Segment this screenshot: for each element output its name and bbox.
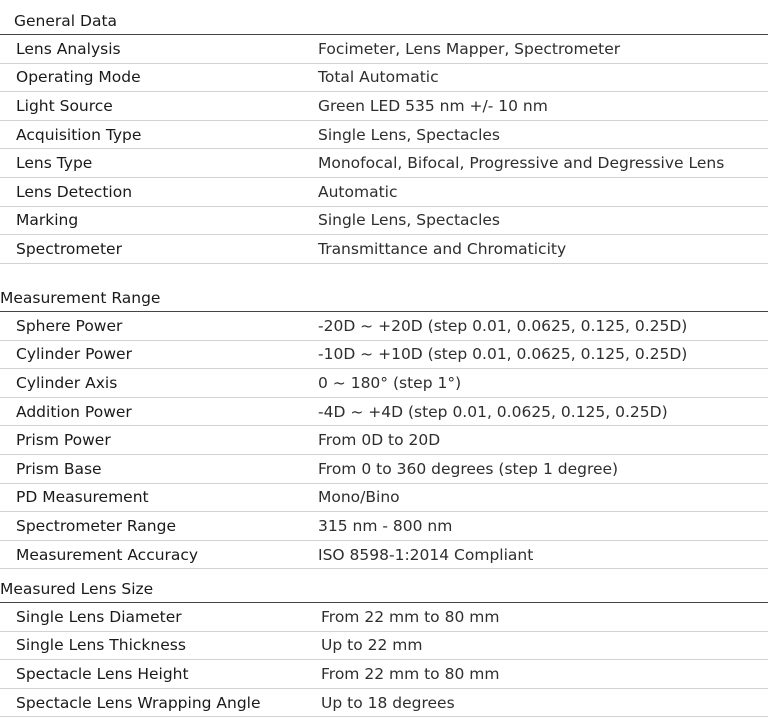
row-label: Prism Power: [16, 431, 111, 450]
row-value: Single Lens, Spectacles: [318, 125, 500, 144]
table-row: [0, 178, 768, 207]
row-label: Cylinder Power: [16, 345, 132, 364]
row-value: Up to 22 mm: [321, 636, 423, 655]
section-title: General Data: [0, 7, 768, 35]
table-row: [0, 369, 768, 398]
section-measured-lens-size: [0, 575, 768, 717]
row-label: Spectrometer Range: [16, 516, 177, 535]
row-label: Single Lens Thickness: [16, 636, 186, 655]
table-row: [0, 341, 768, 370]
spec-table: [0, 603, 768, 717]
table-row: [0, 426, 768, 455]
row-label: Measurement Accuracy: [16, 545, 199, 564]
row-label: Cylinder Axis: [16, 373, 118, 392]
row-value: Green LED 535 nm +/- 10 nm: [318, 96, 548, 115]
row-label: Operating Mode: [16, 68, 141, 87]
section-general-data: [0, 7, 768, 264]
table-row: [0, 92, 768, 121]
row-value: From 22 mm to 80 mm: [321, 607, 500, 626]
row-label: Lens Type: [16, 154, 93, 173]
row-value: -20D ~ +20D (step 0.01, 0.0625, 0.125, 0.25D): [318, 316, 688, 335]
table-row: [0, 398, 768, 427]
row-label: Addition Power: [16, 402, 132, 421]
row-value: 0 ~ 180° (step 1°): [318, 373, 462, 392]
table-row: [0, 207, 768, 236]
table-row: [0, 64, 768, 93]
row-value: ISO 8598-1:2014 Compliant: [318, 545, 534, 564]
row-value: Up to 18 degrees: [321, 693, 455, 712]
spec-table: [0, 312, 768, 569]
row-label: Marking: [16, 211, 79, 230]
table-row: [0, 235, 768, 264]
table-row: [0, 632, 768, 661]
table-row: [0, 121, 768, 150]
table-row: [0, 541, 768, 570]
row-label: Lens Analysis: [16, 39, 121, 58]
row-value: From 0D to 20D: [318, 431, 441, 450]
row-label: Lens Detection: [16, 182, 133, 201]
row-value: -4D ~ +4D (step 0.01, 0.0625, 0.125, 0.25D): [318, 402, 668, 421]
row-label: Spectrometer: [16, 239, 122, 258]
row-value: From 22 mm to 80 mm: [321, 664, 500, 683]
row-value: Total Automatic: [318, 68, 439, 87]
table-row: [0, 603, 768, 632]
row-value: From 0 to 360 degrees (step 1 degree): [318, 459, 619, 478]
row-label: Sphere Power: [16, 316, 123, 335]
row-value: -10D ~ +10D (step 0.01, 0.0625, 0.125, 0.25D): [318, 345, 688, 364]
section-measurement-range: [0, 284, 768, 569]
row-label: Spectacle Lens Wrapping Angle: [16, 693, 261, 712]
row-label: PD Measurement: [16, 488, 149, 507]
table-row: [0, 484, 768, 513]
table-row: [0, 455, 768, 484]
row-value: Single Lens, Spectacles: [318, 211, 500, 230]
section-title: Measurement Range: [0, 284, 768, 312]
table-row: [0, 512, 768, 541]
row-value: Monofocal, Bifocal, Progressive and Degressive Lens: [318, 154, 725, 173]
row-value: Focimeter, Lens Mapper, Spectrometer: [318, 39, 621, 58]
row-label: Light Source: [16, 96, 113, 115]
table-row: [0, 149, 768, 178]
row-label: Spectacle Lens Height: [16, 664, 189, 683]
section-title: Measured Lens Size: [0, 575, 768, 603]
spec-table: [0, 35, 768, 264]
row-value: Mono/Bino: [318, 488, 400, 507]
row-value: Transmittance and Chromaticity: [318, 239, 567, 258]
table-row: [0, 35, 768, 64]
row-label: Single Lens Diameter: [16, 607, 182, 626]
row-label: Prism Base: [16, 459, 102, 478]
table-row: [0, 312, 768, 341]
row-value: 315 nm - 800 nm: [318, 516, 453, 535]
row-label: Acquisition Type: [16, 125, 142, 144]
row-value: Automatic: [318, 182, 398, 201]
table-row: [0, 660, 768, 689]
table-row: [0, 689, 768, 718]
